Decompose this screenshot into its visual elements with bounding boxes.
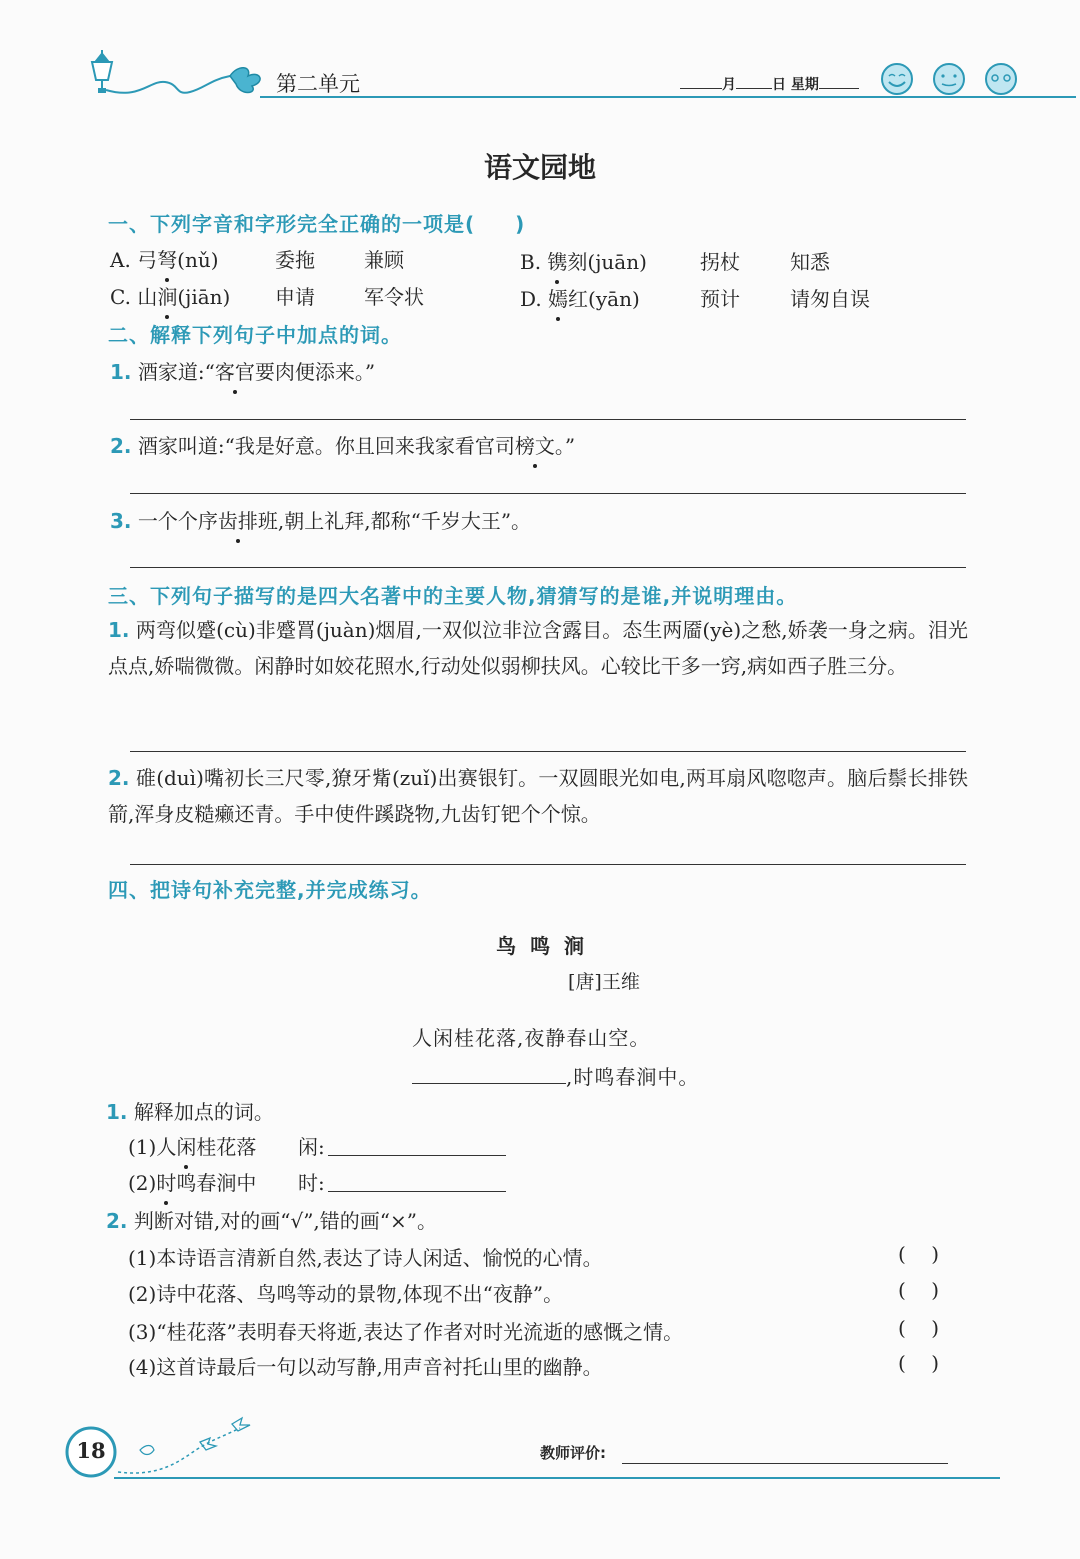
judge-item-4: (4)这首诗最后一句以动写静,用声音衬托山里的幽静。 [128,1355,603,1379]
poem-line-1: 人闲桂花落,夜静春山空。 [412,1026,651,1050]
poem-line-2: ,时鸣春涧中。 [566,1065,700,1089]
option-c-word2: 申请 [275,285,315,309]
page-number: 18 [76,1438,106,1463]
happy-face-icon[interactable] [882,64,912,94]
dotted-char: 涧 [157,281,177,310]
judge-item-3: (3)“桂花落”表明春天将逝,表达了作者对时光流逝的感慨之情。 [128,1320,684,1344]
option-a-word3: 兼顾 [364,248,404,272]
answer-line[interactable] [130,493,966,494]
header-decoration [80,40,270,110]
unit-label: 第二单元 [276,72,360,96]
section3-heading: 三、下列句子描写的是四大名著中的主要人物,猜猜写的是谁,并说明理由。 [108,584,798,608]
dotted-char: 弩 [157,244,177,273]
option-b-word2: 拐杖 [700,250,740,274]
section1-heading: 一、下列字音和字形完全正确的一项是( ) [108,212,526,236]
s4-q1: 1. 解释加点的词。 [106,1100,274,1124]
page-title: 语文园地 [483,151,596,184]
dotted-word: 客官 [215,356,255,385]
date-fields [680,74,859,94]
answer-blank[interactable] [328,1155,506,1156]
dotted-char: 时 [156,1167,176,1196]
dotted-char: 闲 [176,1131,196,1160]
option-c: C. 山涧(jiān) [110,281,230,310]
s4-q1-label-2: 时: [298,1171,325,1195]
footer-rule [114,1477,1000,1479]
s3-item-2: 2. 碓(duì)嘴初长三尺零,獠牙觜(zuǐ)出赛银钉。一双圆眼光如电,两耳扇风唿唿声。脑后鬃长排铁箭,浑身皮糙癞还青。手中使件蹊跷物,九齿钉钯个个惊。 [108,766,968,826]
s4-q2: 2. 判断对错,对的画“√”,错的画“×”。 [106,1209,437,1233]
dotted-word: 榜文 [515,430,555,459]
judge-answer-2[interactable]: ( ) [898,1278,940,1302]
answer-line[interactable] [130,567,966,568]
lamp-butterfly-icon [80,40,270,110]
dotted-char: 镌 [547,246,567,275]
option-a-word2: 委拖 [275,248,315,272]
s4-q1-label-1: 闲: [298,1135,325,1159]
s2-item-3: 3. 一个个序齿排班,朝上礼拜,都称“千岁大王”。 [110,505,531,534]
answer-line[interactable] [130,864,966,865]
section4-heading: 四、把诗句补充完整,并完成练习。 [108,878,432,902]
week-label: 星期 [790,77,819,93]
s2-item-2: 2. 酒家叫道:“我是好意。你且回来我家看官司榜文。” [110,430,575,459]
teacher-eval-blank[interactable] [622,1463,948,1464]
day-label: 日 [772,77,786,93]
dotted-char: 嫣 [548,283,568,312]
s2-item-1: 1. 酒家道:“客官要肉便添来。” [110,356,375,385]
teacher-eval-label: 教师评价: [540,1444,606,1462]
neutral-face-icon[interactable] [934,64,964,94]
option-b: B. 镌刻(juān) [520,246,647,275]
option-d-word2: 预计 [700,287,740,311]
answer-blank[interactable] [328,1191,506,1192]
poem-title: 鸟 鸣 涧 [496,934,584,958]
dotted-word: 序齿排班 [198,505,278,534]
judge-answer-4[interactable]: ( ) [898,1351,940,1375]
judge-item-2: (2)诗中花落、鸟鸣等动的景物,体现不出“夜静”。 [128,1282,564,1306]
answer-line[interactable] [130,419,966,420]
s3-item-1: 1. 两弯似蹙(cù)非蹙罥(juàn)烟眉,一双似泣非泣含露目。态生两靥(yè)之愁,娇袭一身之病。泪光点点,娇喘微微。闲静时如姣花照水,行动处似弱柳扶风。心较比干多一窍,病如西子胜三分。 [108,618,968,678]
laughing-face-icon[interactable] [986,64,1016,94]
answer-line[interactable] [130,751,966,752]
s4-q1-item-1: (1)人闲桂花落 [128,1131,256,1160]
option-d-word3: 请匆自误 [790,287,870,311]
judge-answer-1[interactable]: ( ) [898,1242,940,1266]
judge-item-1: (1)本诗语言清新自然,表达了诗人闲适、愉悦的心情。 [128,1246,603,1270]
month-label: 月 [722,77,736,93]
mood-faces [880,62,1020,102]
option-a: A. 弓弩(nǔ) [110,244,219,273]
section2-heading: 二、解释下列句子中加点的词。 [108,323,402,347]
s4-q1-item-2: (2)时鸣春涧中 [128,1167,256,1196]
poem-author: [唐]王维 [568,971,640,993]
option-d: D. 嫣红(yān) [520,283,640,312]
judge-answer-3[interactable]: ( ) [898,1316,940,1340]
poem-blank[interactable] [412,1083,566,1084]
option-b-word3: 知悉 [790,250,830,274]
option-c-word3: 军令状 [364,285,424,309]
